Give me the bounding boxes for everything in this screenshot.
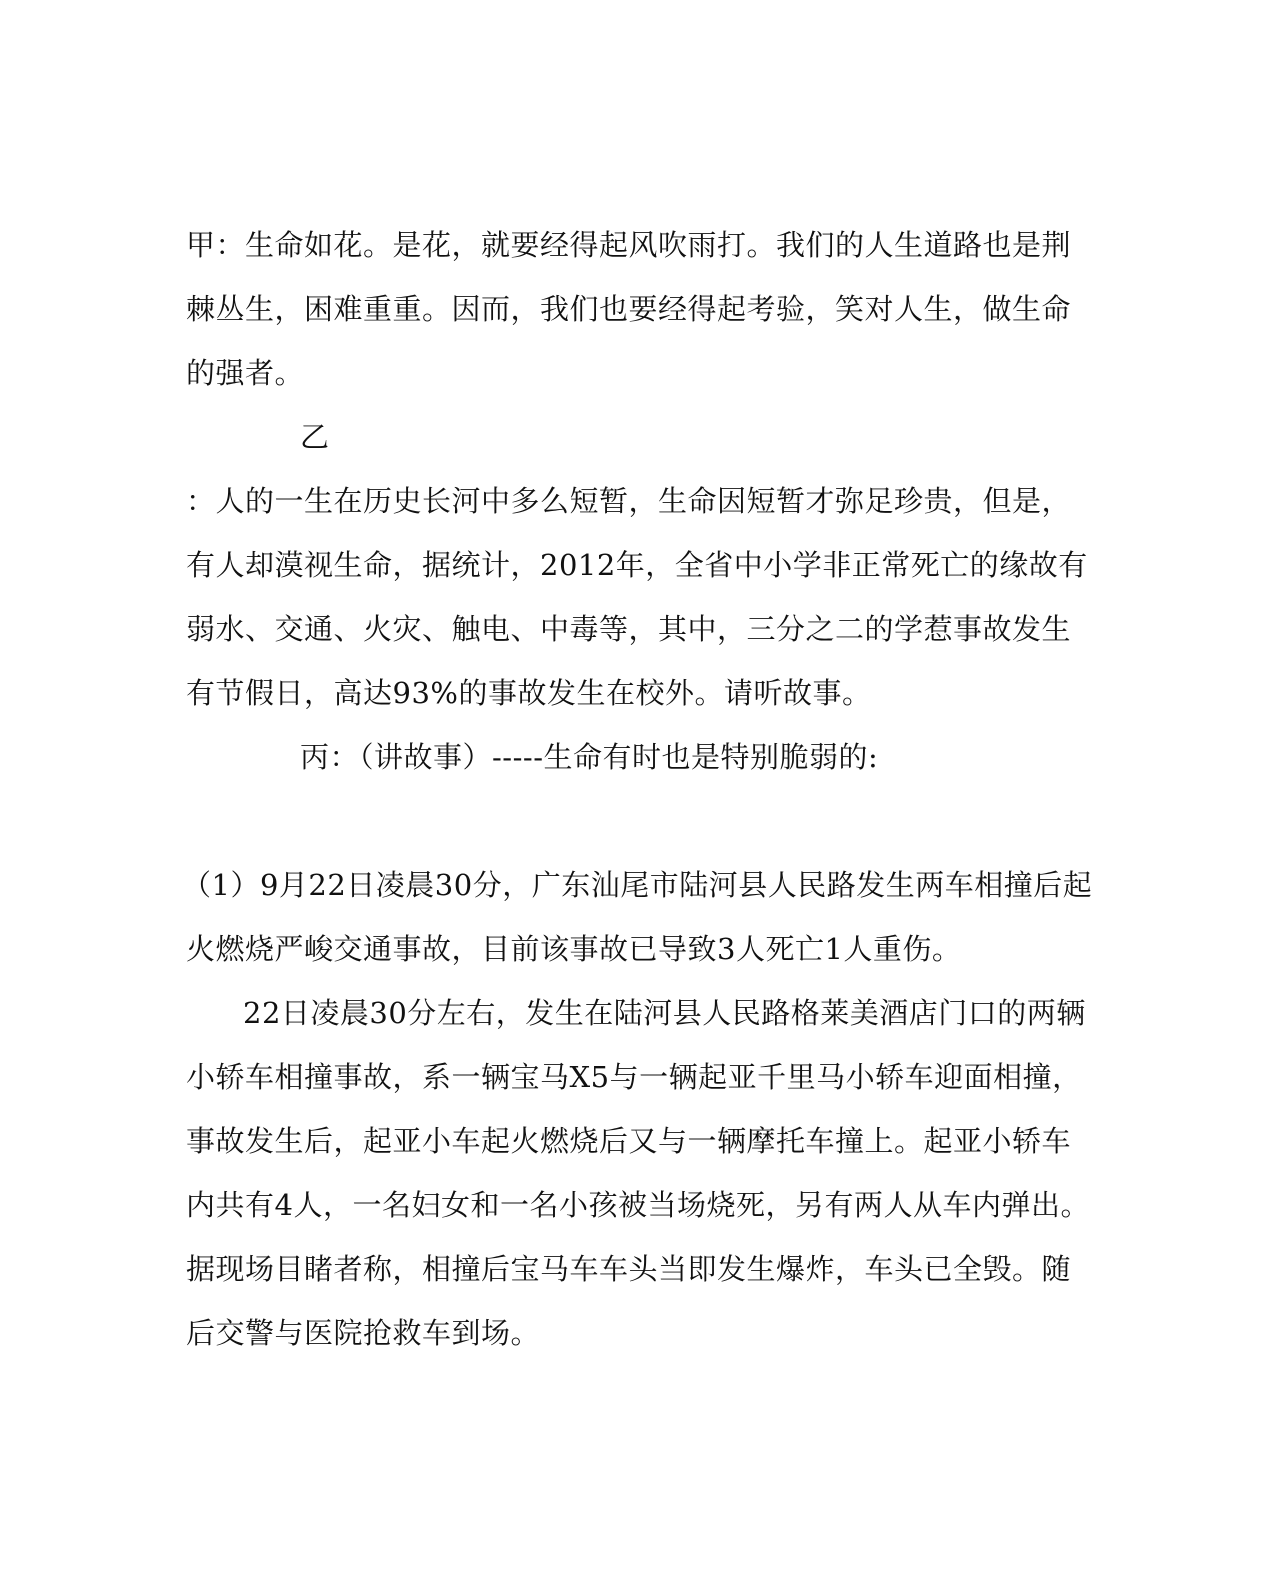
text-line: ：人的一生在历史长河中多么短暂，生命因短暂才弥足珍贵，但是，: [186, 484, 1072, 518]
text-line: 据现场目睹者称，相撞后宝马车车头当即发生爆炸，车头已全毁。随: [186, 1252, 1072, 1286]
text-line: 有节假日，高达93%的事故发生在校外。请听故事。: [186, 676, 872, 710]
text-line: 火燃烧严峻交通事故，目前该事故已导致3人死亡1人重伤。: [186, 932, 962, 966]
text-line: 的强者。: [186, 356, 305, 390]
text-line: 弱水、交通、火灾、触电、中毒等，其中，三分之二的学惹事故发生: [186, 612, 1072, 646]
text-line: 甲：生命如花。是花，就要经得起风吹雨打。我们的人生道路也是荆: [186, 228, 1072, 262]
text-line: 内共有4人，一名妇女和一名小孩被当场烧死，另有两人从车内弹出。: [186, 1188, 1090, 1222]
text-line: 丙：（讲故事）-----生命有时也是特别脆弱的:: [300, 740, 879, 774]
text-line: 事故发生后，起亚小车起火燃烧后又与一辆摩托车撞上。起亚小轿车: [186, 1124, 1072, 1158]
text-line: （1）9月22日凌晨30分，广东汕尾市陆河县人民路发生两车相撞后起: [182, 868, 1093, 902]
text-line: 22日凌晨30分左右，发生在陆河县人民路格莱美酒店门口的两辆: [243, 996, 1086, 1030]
text-line: 后交警与医院抢救车到场。: [186, 1316, 541, 1350]
text-line: 有人却漠视生命，据统计，2012年，全省中小学非正常死亡的缘故有: [186, 548, 1088, 582]
text-line: 小轿车相撞事故，系一辆宝马X5与一辆起亚千里马小轿车迎面相撞，: [186, 1060, 1082, 1094]
text-line: 乙: [300, 420, 330, 454]
text-line: 棘丛生，困难重重。因而，我们也要经得起考验，笑对人生，做生命: [186, 292, 1072, 326]
